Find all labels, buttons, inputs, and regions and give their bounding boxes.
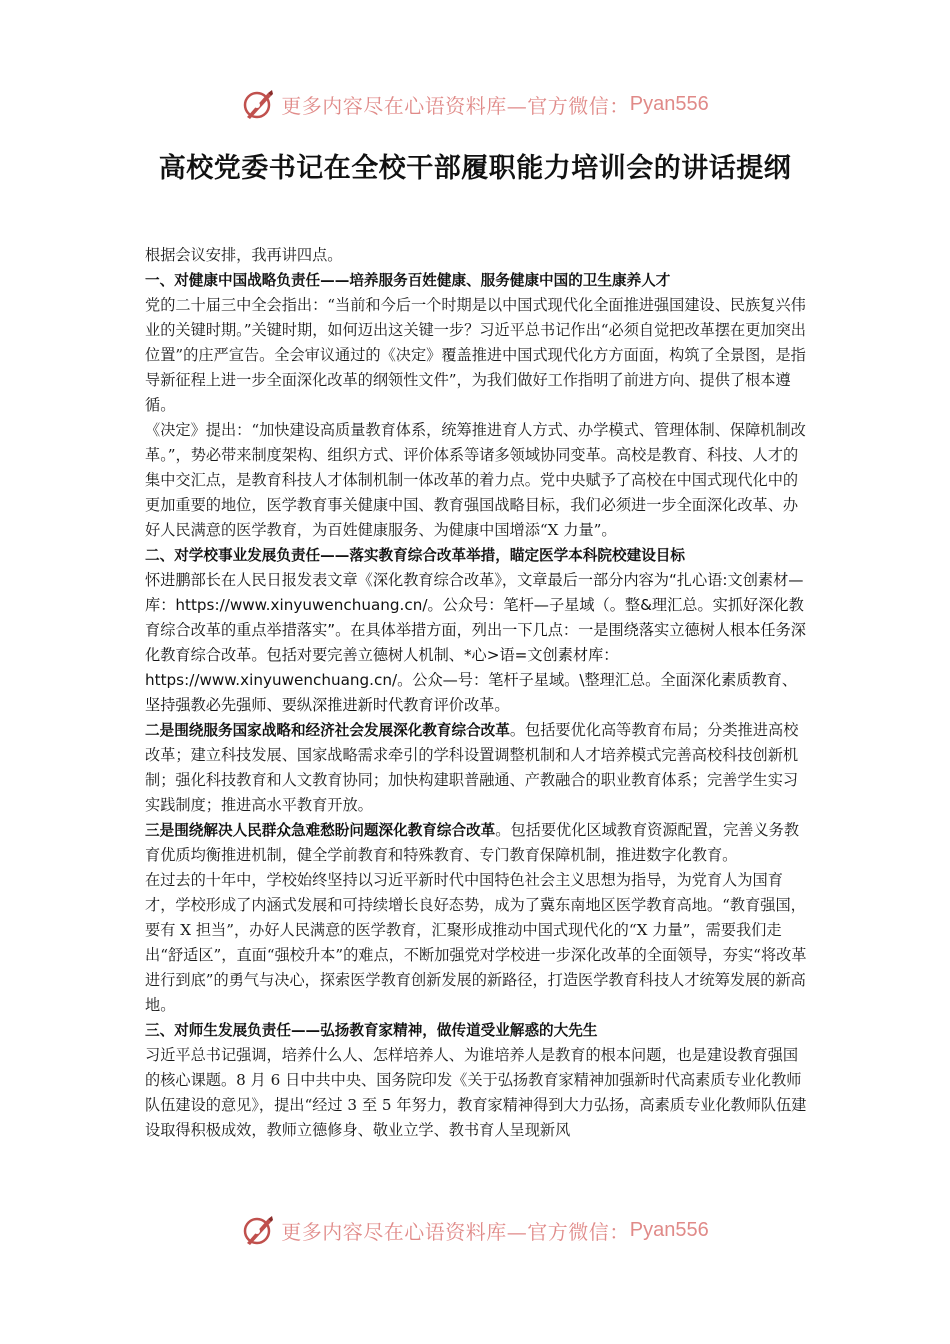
- pen-logo-icon: [241, 87, 275, 121]
- section-1-heading: 一、对健康中国战略负责任——培养服务百姓健康、服务健康中国的卫生康养人才: [145, 272, 671, 289]
- pen-logo-icon: [241, 1213, 275, 1247]
- section-3-heading: 三、对师生发展负责任——弘扬教育家精神，做传道受业解惑的大先生: [145, 1022, 598, 1039]
- intro-paragraph: 根据会议安排，我再讲四点。: [145, 246, 343, 264]
- section-2-point-2-text: 。包括要优化高等教育布局；分类推进高校改革；建立科技发展、国家战略需求牵引的学科设置调整机制和人才培养模式完善高校科技创新机制；强化科技教育和人文教育协同；加快构建职普融通、产教融合的职业教育体系；完善学生实习实践制度；推进高水平教育开放。: [145, 721, 799, 814]
- watermark-text: 更多内容尽在心语资料库—官方微信：: [281, 1219, 630, 1244]
- section-2-paragraph-3: [145, 818, 810, 868]
- document-title: 高校党委书记在全校干部履职能力培训会的讲话提纲: [158, 153, 792, 184]
- section-2-paragraph-2: [145, 718, 810, 818]
- section-1-paragraph-1: 党的二十届三中全会指出：“当前和今后一个时期是以中国式现代化全面推进强国建设、民族复兴伟业的关键时期。”关键时期，如何迈出这关键一步？习近平总书记作出“必须自觉把改革摆在更加突出位置”的庄严宣告。全会审议通过的《决定》覆盖推进中国式现代化方方面面，构筑了全景图，是指导新征程上进一步全面深化改革的纲领性文件”，为我们做好工作指明了前进方向、提供了根本遵循。: [145, 296, 806, 414]
- watermark-header: [0, 82, 950, 126]
- section-1-paragraph-2: 《决定》提出：“加快建设高质量教育体系，统筹推进育人方式、办学模式、管理体制、保障机制改革。”，势必带来制度架构、组织方式、评价体系等诸多领域协同变革。高校是教育、科技、人才的集中交汇点，是教育科技人才体制机制一体改革的着力点。党中央赋予了高校在中国式现代化中的更加重要的地位，医学教育事关健康中国、教育强国战略目标，我们必须进一步全面深化改革、办好人民满意的医学教育，为百姓健康服务、为健康中国增添“X 力量”。: [145, 421, 806, 539]
- watermark-text: 更多内容尽在心语资料库—官方微信：: [281, 93, 630, 118]
- section-2-heading: 二、对学校事业发展负责任——落实教育综合改革举措，瞄定医学本科院校建设目标: [145, 547, 685, 564]
- watermark-wechat-id: Pyan556: [629, 92, 709, 115]
- document-body: [145, 243, 810, 1143]
- watermark-footer: [0, 1208, 950, 1252]
- watermark-wechat-id: Pyan556: [629, 1218, 709, 1241]
- section-2-paragraph-4: 在过去的十年中，学校始终坚持以习近平新时代中国特色社会主义思想为指导，为党育人为国育才，学校形成了内涵式发展和可持续增长良好态势，成为了冀东南地区医学教育高地。“教育强国，要有 X 担当”，办好人民满意的医学教育，汇聚形成推动中国式现代化的“X 力量”，需要我们走出“舒适区”，直面“强校升本”的难点，不断加强党对学校进一步深化改革的全面领导，夯实“将改革进行到底”的勇气与决心，探索医学教育创新发展的新路径，打造医学教育科技人才统筹发展的新高地。: [145, 871, 807, 1014]
- section-2-point-2-lead: 二是围绕服务国家战略和经济社会发展深化教育综合改革: [145, 722, 510, 739]
- section-2-paragraph-1: 怀进鹏部长在人民日报发表文章《深化教育综合改革》，文章最后一部分内容为“扎心语:文创素材—库：https://www.xinyuwenchuang.cn/。公众号：笔杆—子星域（。整&理汇总。实抓好深化教育综合改革的重点举措落实”。在具体举措方面，列出一下几点：一是围绕落实立德树人根本任务深化教育综合改革。包括对要完善立德树人机制、*心>语=文创素材库：https://www.xinyuwenchuang.cn/。公众—号：笔杆子星域。\整理汇总。全面深化素质教育、坚持强教必先强师、要纵深推进新时代教育评价改革。: [145, 571, 806, 714]
- section-2-point-3-lead: 三是围绕解决人民群众急难愁盼问题深化教育综合改革: [145, 822, 496, 839]
- section-2-point-3-text: 。包括要优化区域教育资源配置，完善义务教育优质均衡推进机制，健全学前教育和特殊教育、专门教育保障机制，推进数字化教育。: [145, 821, 800, 864]
- section-3-paragraph-1: 习近平总书记强调，培养什么人、怎样培养人、为谁培养人是教育的根本问题，也是建设教育强国的核心课题。8 月 6 日中共中央、国务院印发《关于弘扬教育家精神加强新时代高素质专业化教师队伍建设的意见》，提出“经过 3 至 5 年努力，教育家精神得到大力弘扬，高素质专业化教师队伍建设取得积极成效，教师立德修身、敬业立学、教书育人呈现新风: [145, 1046, 807, 1139]
